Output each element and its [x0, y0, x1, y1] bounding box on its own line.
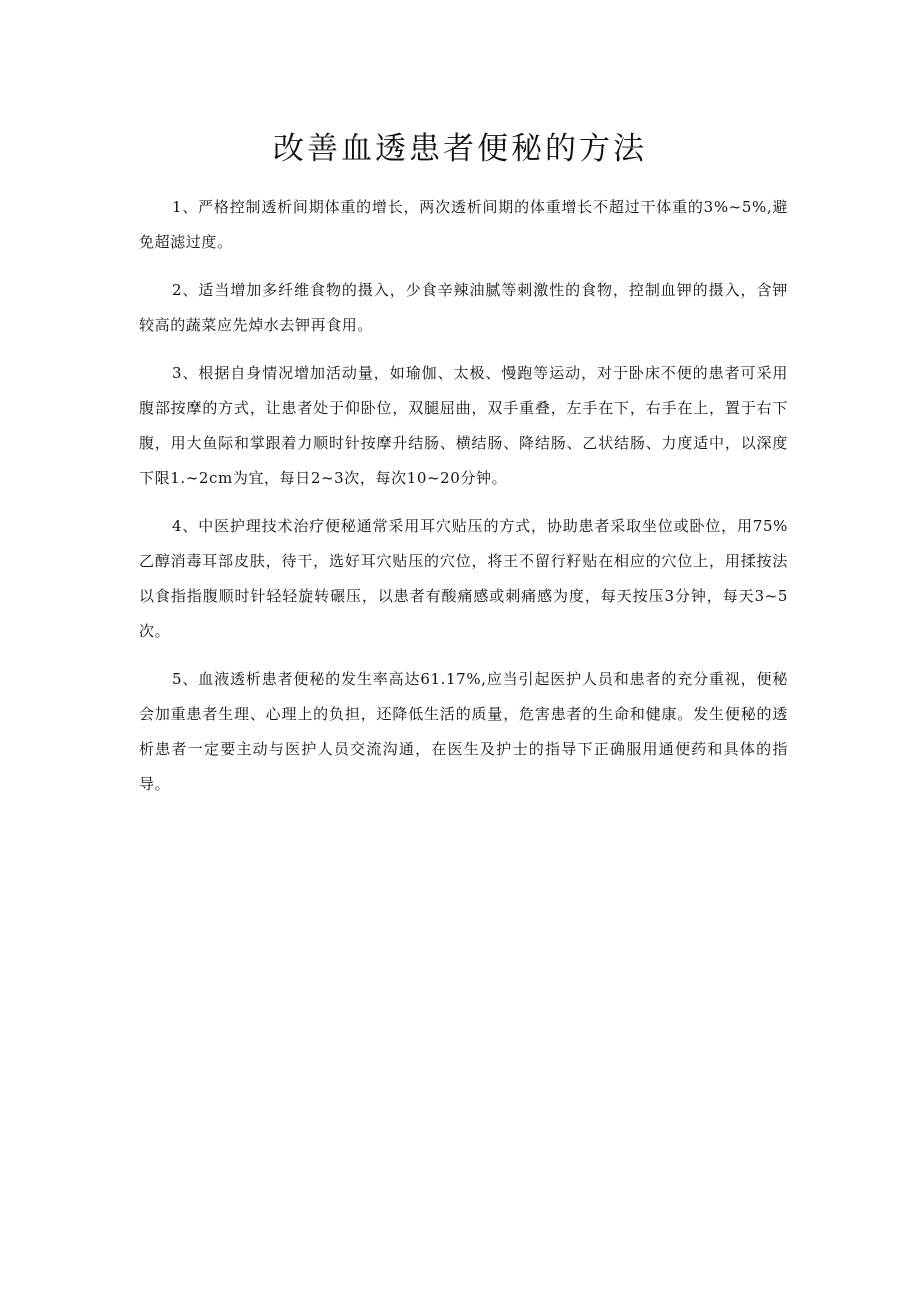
paragraph-5: 5、血液透析患者便秘的发生率高达61.17%,应当引起医护人员和患者的充分重视，便秘会加重患者生理、心理上的负担，还降低生活的质量，危害患者的生命和健康。发生便秘的透析患者一定要主动与医护人员交流沟通，在医生及护士的指导下正确服用通便药和具体的指导。 [139, 670, 788, 793]
paragraph-1: 1、严格控制透析间期体重的增长，两次透析间期的体重增长不超过干体重的3%~5%,避免超滤过度。 [139, 198, 788, 251]
document-body [139, 190, 788, 802]
paragraph-3: 3、根据自身情况增加活动量，如瑜伽、太极、慢跑等运动，对于卧床不便的患者可采用腹部按摩的方式，让患者处于仰卧位，双腿屈曲，双手重叠，左手在下，右手在上，置于右下腹，用大鱼际和掌跟着力顺时针按摩升结肠、横结肠、降结肠、乙状结肠、力度适中，以深度下限1.~2cm为宜，每日2~3次，每次10~20分钟。 [139, 364, 788, 487]
paragraph-2: 2、适当增加多纤维食物的摄入，少食辛辣油腻等刺激性的食物，控制血钾的摄入，含钾较高的蔬菜应先焯水去钾再食用。 [139, 281, 788, 334]
page-title: 改善血透患者便秘的方法 [273, 131, 647, 167]
paragraph-4: 4、中医护理技术治疗便秘通常采用耳穴贴压的方式，协助患者采取坐位或卧位，用75%乙醇消毒耳部皮肤，待干，选好耳穴贴压的穴位，将王不留行籽贴在相应的穴位上，用揉按法以食指指腹顺时针轻轻旋转碾压，以患者有酸痛感或刺痛感为度，每天按压3分钟，每天3~5次。 [139, 517, 788, 640]
